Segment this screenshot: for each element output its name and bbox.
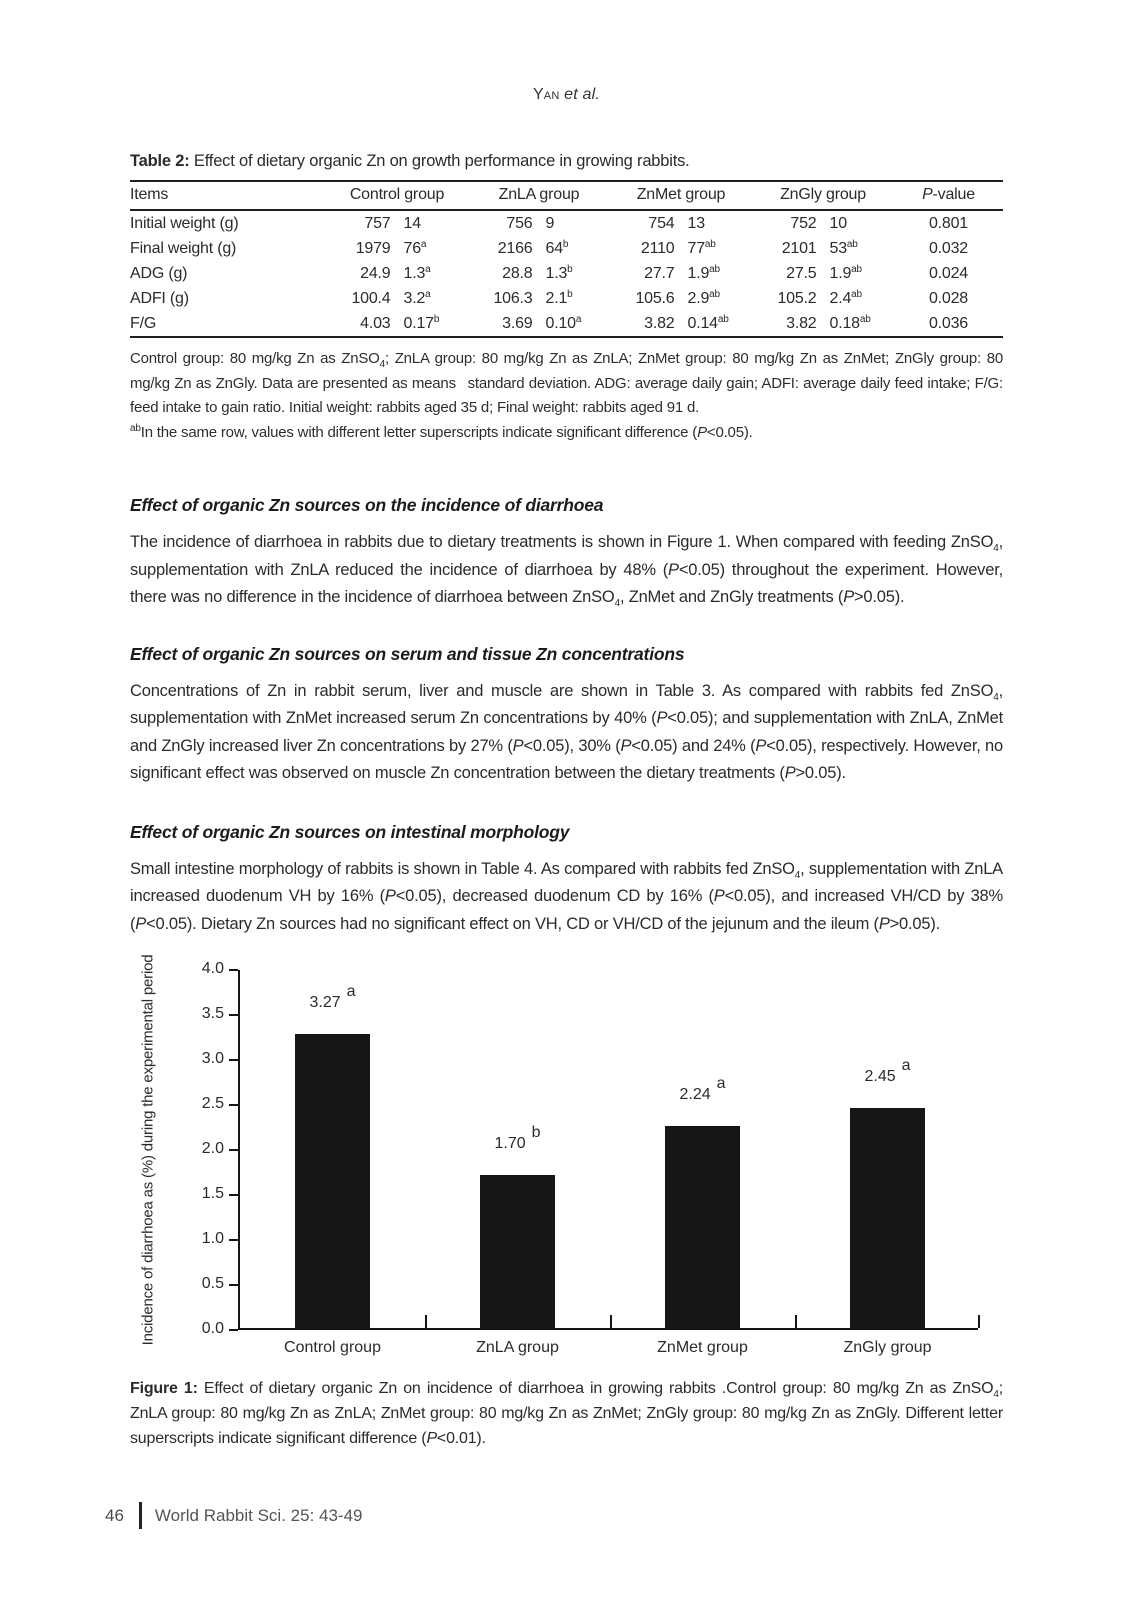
x-axis-tick (795, 1315, 797, 1328)
x-axis-tick (978, 1315, 980, 1328)
group-value-cell: 756 9 (506, 214, 555, 232)
row-item-label: Initial weight (g) (130, 214, 239, 232)
p-value-cell: 0.024 (928, 264, 969, 282)
bar-value-label: 3.27a (309, 982, 356, 1011)
y-axis-tick-label: 2.0 (201, 1140, 224, 1157)
x-axis-tick (425, 1315, 427, 1328)
y-axis-tick (229, 1284, 238, 1286)
y-axis-tick (229, 1104, 238, 1106)
row-item-label: ADFI (g) (130, 289, 189, 307)
p-value-cell: 0.028 (928, 289, 969, 307)
table-row (130, 210, 1003, 236)
footer-divider (139, 1502, 142, 1529)
group-value-cell: 28.8 1.3$^b$ (502, 263, 573, 282)
y-axis-tick-label: 2.5 (201, 1095, 224, 1112)
group-value-cell: 2166 64$^b$ (497, 238, 569, 257)
table2-footnote-1: Control group: 80 mg/kg Zn as ZnSO$_4$; ZnLA group: 80 mg/kg Zn as ZnLA; ZnMet group: 80 mg/kg Zn as ZnMet; ZnGly group: 80 mg/kg Zn as ZnGly. Data are presented as means standard deviation. ADG: average daily gain; ADFI: average daily feed intake; F/G: feed intake to gain ratio. Initial weight: rabbits aged 35 d; Final weight: rabbits aged 91 d. (130, 350, 1003, 416)
group-value-cell: 1979 76$^a$ (355, 238, 427, 257)
table-row (130, 311, 1003, 337)
section-paragraph-diarrhoea: The incidence of diarrhoea in rabbits due to dietary treatments is shown in Figure 1. When compared with feeding ZnSO$_4$, supplementation with ZnLA reduced the incidence of diarrhoea by 48% (P<0.05) throughout the experiment. However, there was no difference in the incidence of diarrhoea between ZnSO$_4$, ZnMet and ZnGly treatments (P>0.05). (130, 533, 1003, 609)
journal-reference: World Rabbit Sci. 25: 43-49 (154, 1505, 363, 1525)
figure1-plot (201, 960, 978, 1356)
row-item-label: Final weight (g) (130, 239, 237, 257)
section-heading-diarrhoea: Effect of organic Zn sources on the incidence of diarrhoea (130, 495, 604, 515)
figure1-chart (139, 954, 978, 1356)
significance-letter: a (346, 982, 356, 1000)
group-value-cell: 106.3 2.1$^b$ (493, 288, 573, 307)
page-content (130, 152, 1003, 1451)
table2-header-row (130, 181, 1003, 210)
y-axis-label-holder (138, 954, 158, 1346)
table2-footnote-2: $^{ab}$In the same row, values with different letter superscripts indicate significant difference (P<0.05). (130, 422, 753, 441)
group-value-cell: 4.03 0.17$^b$ (360, 313, 440, 332)
group-value-cell: 24.9 1.3$^a$ (360, 263, 431, 282)
group-value-cell: 27.7 1.9$^{ab}$ (644, 263, 720, 282)
x-axis-category-label: ZnGly group (843, 1339, 932, 1356)
x-axis-category-label: ZnMet group (657, 1339, 748, 1356)
y-axis-tick (229, 1194, 238, 1196)
group-value-cell: 2101 $53^{ab}$ (781, 238, 858, 257)
group-value-cell: 2110 $77^{ab}$ (640, 238, 716, 257)
section-heading-morphology: Effect of organic Zn sources on intestinal morphology (130, 821, 570, 842)
group-value-cell: 757 14 (364, 214, 421, 232)
group-value-cell: 3.69 0.10$^a$ (502, 313, 582, 332)
y-axis-tick (229, 1014, 238, 1016)
p-value-cell: 0.032 (928, 239, 969, 257)
row-item-label: ADG (g) (130, 264, 188, 282)
y-axis-tick (229, 1149, 238, 1151)
significance-letter: a (901, 1056, 911, 1074)
table-row (130, 261, 1003, 286)
p-value-cell: 0.036 (928, 314, 969, 332)
significance-letter: b (531, 1124, 541, 1141)
y-axis-tick-label: 0.5 (201, 1275, 224, 1292)
page-number: 46 (105, 1505, 124, 1525)
figure1-caption: Figure 1: Effect of dietary organic Zn on incidence of diarrhoea in growing rabbits .Control group: 80 mg/kg Zn as ZnSO$_4$; ZnLA group: 80 mg/kg Zn as ZnLA; ZnMet group: 80 mg/kg Zn as ZnMet; ZnGly group: 80 mg/kg Zn as ZnGly. Different letter superscripts indicate significant difference (P<0.01). (130, 1380, 1003, 1447)
y-axis-tick-label: 1.5 (201, 1185, 224, 1202)
section-paragraph-morphology: Small intestine morphology of rabbits is shown in Table 4. As compared with rabbits fed ZnSO$_4$, supplementation with ZnLA increased duodenum VH by 16% (P<0.05), decreased duodenum CD by 16% (P<0.05), and increased VH/CD by 38% (P<0.05). Dietary Zn sources had no significant effect on VH, CD or VH/CD of the jejunum and the ileum (P>0.05). (130, 859, 1003, 933)
p-value-cell: 0.801 (928, 214, 969, 232)
table-row (130, 236, 1003, 261)
row-item-label: F/G (130, 314, 157, 332)
section-paragraph-serum-tissue: Concentrations of Zn in rabbit serum, liver and muscle are shown in Table 3. As compared with rabbits fed ZnSO$_4$, supplementation with ZnMet increased serum Zn concentrations by 40% (P<0.05); and supplementation with ZnLA, ZnMet and ZnGly increased liver Zn concentrations by 27% (P<0.05), 30% (P<0.05) and 24% (P<0.05), respectively. However, no significant effect was observed on muscle Zn concentration between the dietary treatments (P>0.05). (130, 681, 1004, 782)
column-header-znla: ZnLA group (498, 186, 580, 203)
group-value-cell: 105.2 2.4$^{ab}$ (777, 288, 862, 307)
y-axis-tick-label: 4.0 (201, 960, 224, 977)
y-axis-tick-label: 3.0 (201, 1050, 224, 1067)
bar-zngly-group (850, 1108, 925, 1329)
group-value-cell: 100.4 3.2$^a$ (351, 288, 431, 307)
table2-footnotes (130, 347, 1003, 445)
section-heading-serum-tissue: Effect of organic Zn sources on serum and tissue Zn concentrations (130, 643, 685, 664)
bar-znla-group (480, 1175, 555, 1328)
column-header-control: Control group (349, 186, 445, 203)
page-footer (105, 1502, 363, 1529)
group-value-cell: 754 13 (648, 214, 705, 232)
table2 (130, 180, 1003, 338)
x-axis-category-label: ZnLA group (476, 1339, 559, 1356)
bar-value-label: 2.45a (864, 1056, 911, 1085)
table2-title: Table 2: Effect of dietary organic Zn on growth performance in growing rabbits. (130, 152, 690, 170)
y-axis-tick (229, 1059, 238, 1061)
y-axis-tick (229, 1329, 238, 1331)
group-value-cell: 3.82 0.14$^{ab}$ (644, 313, 729, 332)
column-header-zngly: ZnGly group (780, 186, 866, 203)
bar-control-group (295, 1034, 370, 1328)
group-value-cell: 105.6 2.9$^{ab}$ (635, 288, 720, 307)
bar-znmet-group (665, 1126, 740, 1328)
figure1 (130, 954, 1003, 1451)
x-axis-category-label: Control group (284, 1339, 381, 1356)
bar-value-label: 1.70b (494, 1124, 541, 1152)
significance-letter: a (716, 1075, 726, 1093)
column-header-znmet: ZnMet group (636, 186, 726, 203)
group-value-cell: 27.5 1.9$^{ab}$ (786, 263, 862, 282)
y-axis-label: Incidence of diarrhoea as (%) during the experimental period (139, 954, 157, 1346)
bar-value-label: 2.24a (679, 1075, 726, 1104)
group-value-cell: 3.82 0.18$^{ab}$ (786, 313, 871, 332)
x-axis-tick (610, 1315, 612, 1328)
column-header-pvalue: P-value (922, 186, 975, 203)
y-axis-tick-label: 3.5 (201, 1005, 224, 1022)
column-header-items: Items (130, 186, 169, 203)
y-axis-tick-label: 1.0 (201, 1230, 224, 1247)
table-row (130, 286, 1003, 311)
group-value-cell: 752 10 (790, 214, 847, 232)
table2-body (130, 210, 1003, 337)
y-axis-tick-label: 0.0 (201, 1320, 224, 1337)
running-head: Yan et al. (532, 86, 601, 103)
y-axis-tick (229, 969, 238, 971)
y-axis-tick (229, 1239, 238, 1241)
